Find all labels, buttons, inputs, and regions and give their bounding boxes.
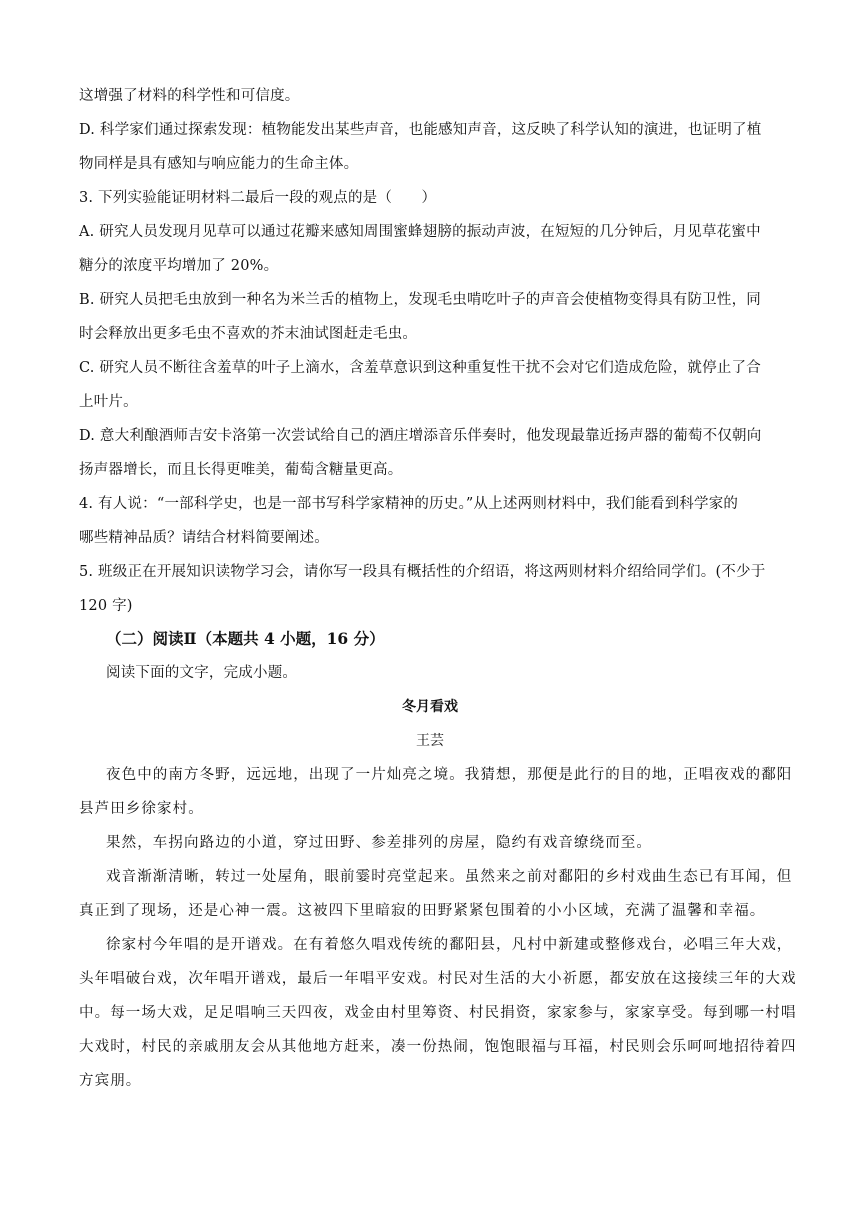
q3-option-c: 上叶片。 xyxy=(79,394,138,410)
q3-option-b: 时会释放出更多毛虫不喜欢的芥末油试图赶走毛虫。 xyxy=(79,326,418,342)
story-paragraph-line: 方宾朋。 xyxy=(79,1073,142,1089)
question-4: 哪些精神品质？请结合材料简要阐述。 xyxy=(79,530,329,546)
question-5: 120 字) xyxy=(79,598,133,614)
q3-option-a: A. 研究人员发现月见草可以通过花瓣来感知周围蜜蜂翅膀的振动声波，在短短的几分钟后，月见草花蜜中 xyxy=(79,224,761,240)
section-instruction: 阅读下面的文字，完成小题。 xyxy=(106,665,298,681)
q3-option-d: D. 意大利酿酒师吉安卡洛第一次尝试给自己的酒庄增添音乐伴奏时，他发现最靠近扬声器的葡萄不仅朝向 xyxy=(79,428,762,444)
section-heading: （二）阅读Ⅱ（本题共 4 小题，16 分） xyxy=(106,629,385,648)
q3-option-b: B. 研究人员把毛虫放到一种名为米兰舌的植物上，发现毛虫啃吃叶子的声音会使植物变得具有防卫性，同 xyxy=(79,292,761,308)
question-5: 5. 班级正在开展知识读物学习会，请你写一段具有概括性的介绍语，将这两则材料介绍给同学们。(不少于 xyxy=(79,564,766,580)
story-paragraph-line: 果然，车拐向路边的小道，穿过田野、参差排列的房屋，隐约有戏音缭绕而至。 xyxy=(106,835,652,851)
story-paragraph-line: 戏音渐渐清晰，转过一处屋角，眼前霎时亮堂起来。虽然来之前对鄱阳的乡村戏曲生态已有耳闻，但 xyxy=(106,869,793,885)
q3-option-a: 糖分的浓度平均增加了 20%。 xyxy=(79,258,279,274)
story-paragraph-line: 徐家村今年唱的是开谱戏。在有着悠久唱戏传统的鄱阳县，凡村中新建或整修戏台，必唱三年大戏， xyxy=(106,937,793,953)
story-paragraph-line: 真正到了现场，还是心神一震。这被四下里暗寂的田野紧紧包围着的小小区域，充满了温馨和幸福。 xyxy=(79,903,766,919)
q3-option-c: C. 研究人员不断往含羞草的叶子上滴水，含羞草意识到这种重复性干扰不会对它们造成危险，就停止了合 xyxy=(79,360,761,376)
text-line: 这增强了材料的科学性和可信度。 xyxy=(79,88,300,104)
story-paragraph-line: 大戏时，村民的亲戚朋友会从其他地方赶来，凑一份热闹，饱饱眼福与耳福，村民则会乐呵呵地招待着四 xyxy=(79,1039,797,1055)
story-title: 冬月看戏 xyxy=(402,699,458,715)
story-paragraph-line: 中。每一场大戏，足足唱响三天四夜，戏金由村里筹资、村民捐资，家家参与，家家享受。每到哪一村唱 xyxy=(79,1005,797,1021)
story-paragraph-line: 县芦田乡徐家村。 xyxy=(79,801,204,817)
story-paragraph-line: 头年唱破台戏，次年唱开谱戏，最后一年唱平安戏。村民对生活的大小祈愿，都安放在这接续三年的大戏 xyxy=(79,971,797,987)
story-author: 王芸 xyxy=(416,733,444,749)
question-4: 4. 有人说：“一部科学史，也是一部书写科学家精神的历史。”从上述两则材料中，我们能看到科学家的 xyxy=(79,496,739,512)
option-d-line: 物同样是具有感知与响应能力的生命主体。 xyxy=(79,156,359,172)
question-3-stem: 3. 下列实验能证明材料二最后一段的观点的是（ ） xyxy=(79,190,437,206)
q3-option-d: 扬声器增长，而且长得更唯美，葡萄含糖量更高。 xyxy=(79,462,403,478)
option-d-line: D. 科学家们通过探索发现：植物能发出某些声音，也能感知声音，这反映了科学认知的演进，也证明了植 xyxy=(79,122,762,138)
story-paragraph-line: 夜色中的南方冬野，远远地，出现了一片灿亮之境。我猜想，那便是此行的目的地，正唱夜戏的鄱阳 xyxy=(106,767,793,783)
